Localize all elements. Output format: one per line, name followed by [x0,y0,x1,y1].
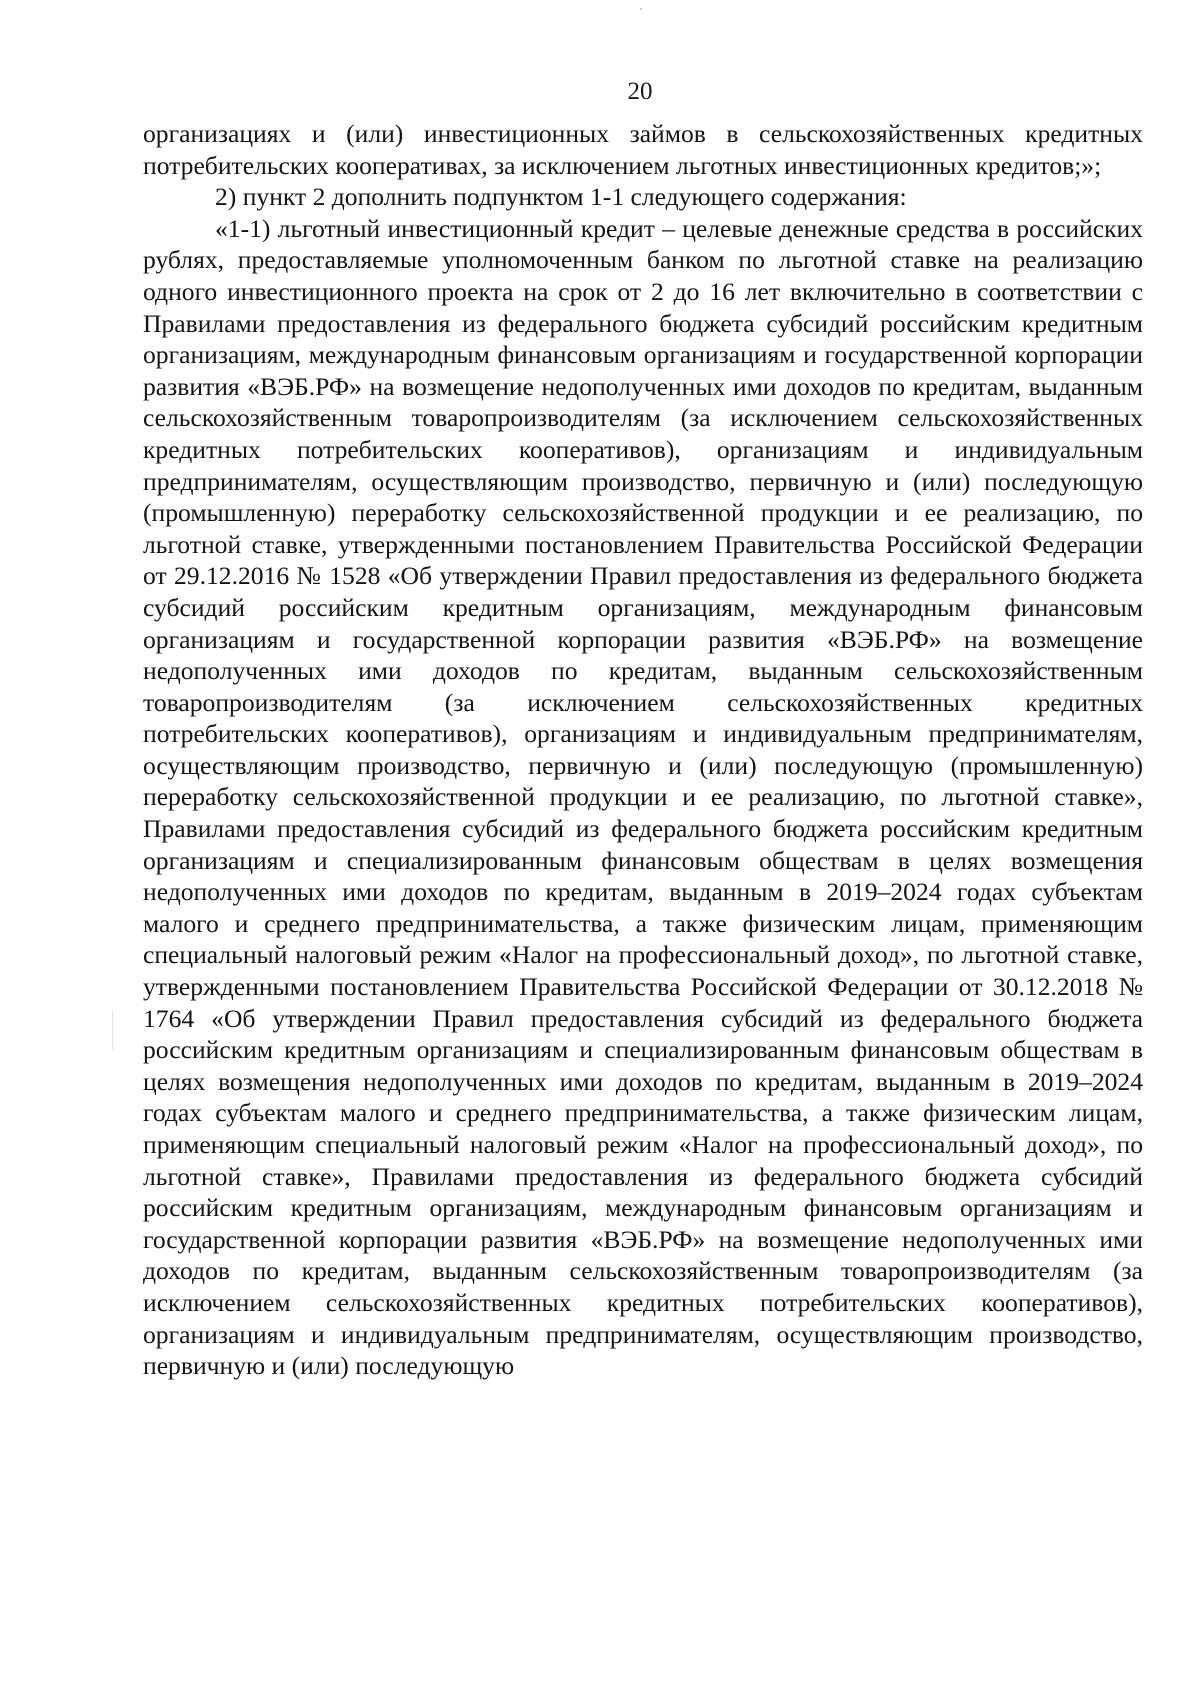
paragraph-subitem-1-1: «1-1) льготный инвестиционный кредит – целевые денежные средства в российских рублях, предоставляемые уполномоченным банком по льготной ставке на реализацию одного инвестиционного проекта на срок от 2 до 16 лет включительно в соответствии с Правилами предоставления из федерального бюджета субсидий российским кредитным организациям, международным финансовым организациям и государственной корпорации развития «ВЭБ.РФ» на возмещение недополученных ими доходов по кредитам, выданным сельскохозяйственным товаропроизводителям (за исключением сельскохозяйственных кредитных потребительских кооперативов), организациям и индивидуальным предпринимателям, осуществляющим производство, первичную и (или) последующую (промышленную) переработку сельскохозяйственной продукции и ее реализацию, по льготной ставке, утвержденными постановлением Правительства Российской Федерации от 29.12.2016 № 1528 «Об утверждении Правил предоставления из федерального бюджета субсидий российским кредитным организациям, международным финансовым организациям и государственной корпорации развития «ВЭБ.РФ» на возмещение недополученных ими доходов по кредитам, выданным сельскохозяйственным товаропроизводителям (за исключением сельскохозяйственных кредитных потребительских кооперативов), организациям и индивидуальным предпринимателям, осуществляющим производство, первичную и (или) последующую (промышленную) переработку сельскохозяйственной продукции и ее реализацию, по льготной ставке», Правилами предоставления субсидий из федерального бюджета российским кредитным организациям и специализированным финансовым обществам в целях возмещения недополученных ими доходов по кредитам, выданным в 2019–2024 годах субъектам малого и среднего предпринимательства, а также физическим лицам, применяющим специальный налоговый режим «Налог на профессиональный доход», по льготной ставке, утвержденными постановлением Правительства Российской Федерации от 30.12.2018 № 1764 «Об утверждении Правил предоставления субсидий из федерального бюджета российским кредитным организациям и специализированным финансовым обществам в целях возмещения недополученных ими доходов по кредитам, выданным в 2019–2024 годах субъектам малого и среднего предпринимательства, а также физическим лицам, применяющим специальный налоговый режим «Налог на профессиональный доход», по льготной ставке», Правилами предоставления из федерального бюджета субсидий российским кредитным организациям, международным финансовым организациям и государственной корпорации развития «ВЭБ.РФ» на возмещение недополученных ими доходов по кредитам, выданным сельскохозяйственным товаропроизводителям (за исключением сельскохозяйственных кредитных потребительских кооперативов), организациям и индивидуальным предпринимателям, осуществляющим производство, первичную и (или) последующую [143,213,1143,1381]
paragraph-item-2: 2) пункт 2 дополнить подпунктом 1-1 следующего содержания: [215,182,907,212]
scan-speck [640,8,642,10]
paragraph-continuation: организациях и (или) инвестиционных займов в сельскохозяйственных кредитных потребительских кооперативах, за исключением льготных инвестиционных кредитов;»; [143,119,1143,180]
scan-margin-mark [112,1010,113,1050]
document-body [143,118,1143,1382]
page-number: 20 [627,78,653,105]
